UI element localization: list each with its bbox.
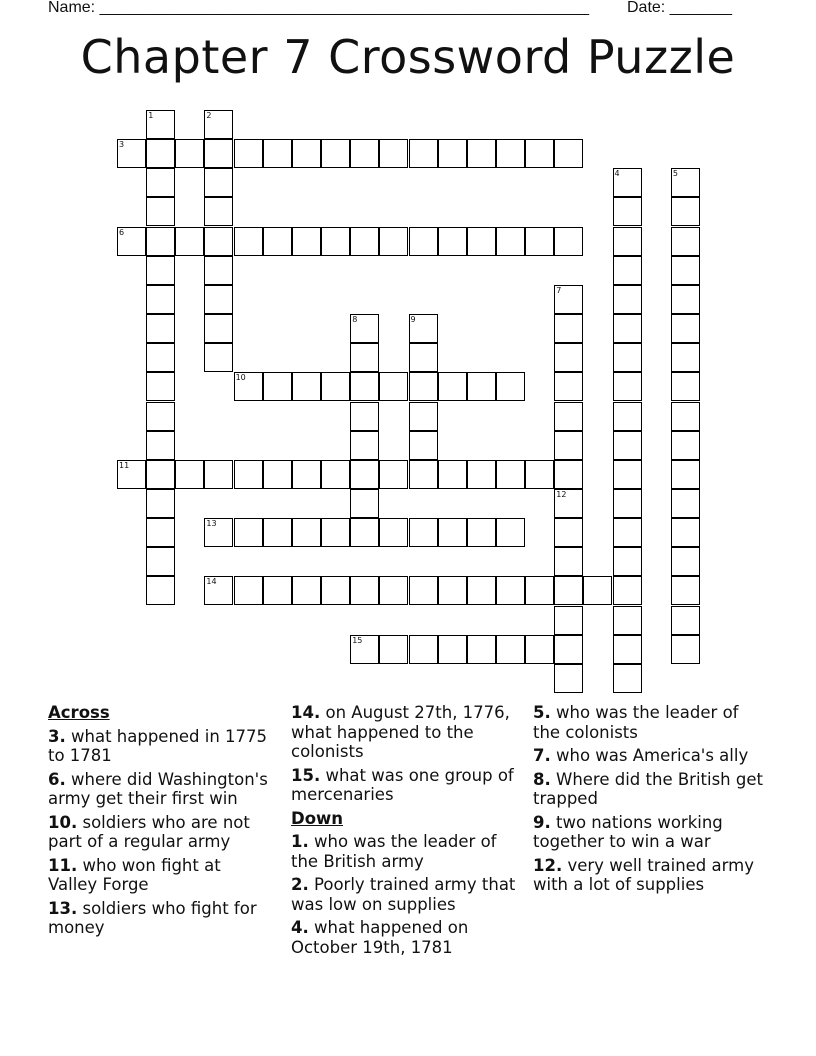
grid-cell[interactable]	[671, 372, 700, 401]
grid-cell[interactable]	[350, 489, 379, 518]
grid-cell[interactable]	[350, 576, 379, 605]
clue-text: on August 27th, 1776, what happened to the colonists	[291, 703, 510, 761]
grid-cell[interactable]	[496, 372, 525, 401]
grid-cell[interactable]	[146, 402, 175, 431]
clue-number: 7.	[533, 746, 551, 765]
grid-cell[interactable]	[146, 343, 175, 372]
grid-cell[interactable]	[146, 227, 175, 256]
grid-cell[interactable]	[292, 576, 321, 605]
grid-cell[interactable]	[321, 460, 350, 489]
grid-cell[interactable]	[438, 635, 467, 664]
clue-number-label: 1	[148, 111, 154, 120]
grid-cell[interactable]	[671, 489, 700, 518]
grid-cell[interactable]	[613, 372, 642, 401]
grid-cell[interactable]	[438, 372, 467, 401]
grid-cell[interactable]	[321, 518, 350, 547]
grid-cell[interactable]	[292, 518, 321, 547]
clue-number-label: 15	[352, 635, 363, 645]
clue-text: soldiers who are not part of a regular army	[48, 812, 250, 851]
grid-cell[interactable]	[613, 576, 642, 605]
grid-cell[interactable]	[409, 372, 438, 401]
grid-cell[interactable]	[146, 431, 175, 460]
grid-cell[interactable]	[671, 606, 700, 635]
grid-cell[interactable]	[292, 460, 321, 489]
grid-cell[interactable]	[146, 285, 175, 314]
clue-number-label: 12	[556, 489, 567, 499]
grid-cell[interactable]	[438, 576, 467, 605]
grid-cell[interactable]	[379, 372, 408, 401]
grid-cell[interactable]	[292, 372, 321, 401]
clue-number: 13.	[48, 898, 78, 918]
page-title: Chapter 7 Crossword Puzzle	[80, 30, 736, 84]
grid-cell[interactable]	[554, 635, 583, 664]
grid-cell[interactable]	[613, 285, 642, 314]
grid-cell[interactable]	[671, 227, 700, 256]
grid-cell[interactable]	[350, 343, 379, 372]
grid-cell[interactable]	[496, 518, 525, 547]
grid-cell[interactable]	[671, 256, 700, 285]
grid-cell[interactable]	[554, 606, 583, 635]
down-clue	[291, 875, 521, 914]
grid-cell[interactable]	[496, 227, 525, 256]
grid-cell[interactable]	[204, 314, 233, 343]
grid-cell[interactable]	[409, 139, 438, 168]
grid-cell[interactable]	[496, 139, 525, 168]
grid-cell[interactable]	[467, 518, 496, 547]
down-clue	[533, 770, 763, 809]
grid-cell[interactable]	[467, 635, 496, 664]
grid-cell[interactable]	[146, 314, 175, 343]
grid-cell[interactable]	[350, 372, 379, 401]
clue-number-label: 7	[556, 285, 562, 295]
grid-cell[interactable]	[467, 576, 496, 605]
grid-cell[interactable]	[292, 139, 321, 168]
clue-column-1	[48, 703, 273, 942]
clue-number: 3.	[48, 726, 66, 746]
name-field-line: Name: _______________________________________________________	[48, 0, 589, 16]
clue-number: 8.	[533, 769, 551, 789]
clue-text: Where did the British get trapped	[533, 769, 763, 808]
grid-cell[interactable]	[350, 518, 379, 547]
grid-cell[interactable]	[409, 518, 438, 547]
clue-number-label: 8	[352, 315, 358, 324]
clue-number: 12.	[533, 855, 563, 875]
across-clue	[291, 766, 521, 805]
grid-cell[interactable]	[379, 635, 408, 664]
grid-cell[interactable]	[496, 635, 525, 664]
clue-number: 11.	[48, 855, 78, 875]
clue-text: where did Washington's army get their first win	[48, 769, 268, 808]
grid-cell[interactable]	[554, 402, 583, 431]
grid-cell[interactable]	[554, 139, 583, 168]
grid-cell[interactable]	[438, 227, 467, 256]
clue-number-label: 10	[235, 373, 246, 383]
clue-text: Poorly trained army that was low on supplies	[291, 875, 516, 914]
grid-cell[interactable]	[321, 227, 350, 256]
grid-cell[interactable]	[438, 518, 467, 547]
grid-cell[interactable]	[554, 227, 583, 256]
grid-cell[interactable]	[671, 460, 700, 489]
grid-cell[interactable]	[379, 139, 408, 168]
grid-cell[interactable]	[613, 256, 642, 285]
grid-cell[interactable]	[234, 518, 263, 547]
clue-text: who was the leader of the colonists	[533, 703, 739, 742]
clue-number-label: 14	[206, 577, 217, 587]
grid-cell[interactable]	[204, 460, 233, 489]
grid-cell[interactable]	[146, 168, 175, 197]
clue-number: 5.	[533, 703, 551, 722]
clue-number-label: 2	[206, 111, 212, 120]
grid-cell[interactable]	[204, 168, 233, 197]
down-clue	[533, 746, 763, 766]
grid-cell[interactable]	[671, 547, 700, 576]
grid-cell[interactable]	[146, 518, 175, 547]
grid-cell[interactable]	[379, 576, 408, 605]
grid-cell[interactable]	[525, 139, 554, 168]
grid-cell[interactable]	[350, 402, 379, 431]
grid-cell[interactable]	[671, 431, 700, 460]
grid-cell[interactable]	[409, 431, 438, 460]
grid-cell[interactable]	[554, 547, 583, 576]
grid-cell[interactable]	[613, 489, 642, 518]
clue-text: what happened in 1775 to 1781	[48, 726, 268, 765]
clue-number: 9.	[533, 812, 551, 832]
clue-number: 15.	[291, 765, 321, 785]
across-clue	[48, 727, 273, 766]
down-clue	[291, 918, 521, 957]
grid-cell[interactable]	[350, 460, 379, 489]
down-heading: Down	[291, 808, 344, 828]
grid-cell[interactable]	[350, 139, 379, 168]
grid-cell[interactable]	[671, 285, 700, 314]
grid-cell[interactable]	[234, 227, 263, 256]
grid-cell[interactable]	[438, 460, 467, 489]
grid-cell[interactable]	[613, 402, 642, 431]
clue-text: very well trained army with a lot of supplies	[533, 855, 754, 894]
date-field-line: Date: _______	[627, 0, 732, 16]
grid-cell[interactable]	[613, 227, 642, 256]
grid-cell[interactable]	[496, 576, 525, 605]
grid-cell[interactable]	[263, 372, 292, 401]
grid-cell[interactable]	[671, 635, 700, 664]
grid-cell[interactable]	[146, 256, 175, 285]
grid-cell[interactable]	[671, 576, 700, 605]
grid-cell[interactable]	[613, 606, 642, 635]
grid-cell[interactable]	[350, 227, 379, 256]
grid-cell[interactable]	[204, 197, 233, 226]
grid-cell[interactable]	[438, 139, 467, 168]
clue-number-label: 4	[614, 169, 620, 179]
grid-cell[interactable]	[613, 460, 642, 489]
grid-cell[interactable]	[234, 139, 263, 168]
clue-number-label: 6	[119, 227, 125, 237]
grid-cell[interactable]	[467, 139, 496, 168]
grid-cell[interactable]	[146, 547, 175, 576]
clue-number-label: 13	[206, 519, 217, 529]
grid-cell[interactable]	[525, 576, 554, 605]
down-clue	[291, 832, 521, 871]
grid-cell[interactable]	[409, 460, 438, 489]
grid-cell[interactable]	[671, 343, 700, 372]
clue-number-label: 5	[672, 169, 678, 179]
grid-cell[interactable]	[234, 460, 263, 489]
grid-cell[interactable]	[554, 518, 583, 547]
across-heading: Across	[48, 703, 110, 722]
grid-cell[interactable]	[146, 197, 175, 226]
grid-cell[interactable]	[204, 256, 233, 285]
grid-cell[interactable]	[671, 197, 700, 226]
across-clue	[48, 856, 273, 895]
grid-cell[interactable]	[263, 139, 292, 168]
grid-cell[interactable]	[671, 314, 700, 343]
grid-cell[interactable]	[613, 197, 642, 226]
clue-number: 6.	[48, 769, 66, 789]
grid-cell[interactable]	[613, 431, 642, 460]
clue-number-label: 11	[119, 460, 130, 470]
grid-cell[interactable]	[613, 664, 642, 693]
grid-cell[interactable]	[525, 635, 554, 664]
grid-cell[interactable]	[554, 460, 583, 489]
clue-column-2	[291, 703, 521, 961]
grid-cell[interactable]	[350, 431, 379, 460]
grid-cell[interactable]	[204, 285, 233, 314]
across-clue	[48, 813, 273, 852]
grid-cell[interactable]	[409, 635, 438, 664]
grid-cell[interactable]	[554, 431, 583, 460]
down-clue	[533, 703, 763, 742]
grid-cell[interactable]	[146, 460, 175, 489]
grid-cell[interactable]	[671, 518, 700, 547]
grid-cell[interactable]	[263, 460, 292, 489]
clue-text: soldiers who fight for money	[48, 898, 257, 937]
grid-cell[interactable]	[321, 372, 350, 401]
clue-number: 1.	[291, 832, 309, 851]
grid-cell[interactable]	[204, 343, 233, 372]
grid-cell[interactable]	[613, 343, 642, 372]
grid-cell[interactable]	[554, 314, 583, 343]
grid-cell[interactable]	[496, 460, 525, 489]
grid-cell[interactable]	[379, 460, 408, 489]
grid-cell[interactable]	[554, 343, 583, 372]
clue-number: 4.	[291, 918, 309, 937]
grid-cell[interactable]	[146, 139, 175, 168]
across-clue	[48, 899, 273, 938]
clue-number: 2.	[291, 875, 309, 894]
grid-cell[interactable]	[409, 402, 438, 431]
grid-cell[interactable]	[525, 227, 554, 256]
grid-cell[interactable]	[583, 576, 612, 605]
grid-cell[interactable]	[146, 489, 175, 518]
grid-cell[interactable]	[671, 402, 700, 431]
grid-cell[interactable]	[409, 227, 438, 256]
grid-cell[interactable]	[554, 372, 583, 401]
clue-text: who won fight at Valley Forge	[48, 855, 221, 894]
clue-number-label: 9	[410, 315, 416, 324]
down-clue	[533, 813, 763, 852]
clue-number: 10.	[48, 812, 78, 832]
grid-cell[interactable]	[554, 664, 583, 693]
clue-text: what happened on October 19th, 1781	[291, 918, 469, 957]
grid-cell[interactable]	[146, 372, 175, 401]
grid-cell[interactable]	[204, 227, 233, 256]
grid-cell[interactable]	[321, 576, 350, 605]
grid-cell[interactable]	[409, 343, 438, 372]
grid-cell[interactable]	[263, 518, 292, 547]
clue-number-label: 3	[119, 140, 125, 150]
grid-cell[interactable]	[467, 460, 496, 489]
grid-cell[interactable]	[263, 576, 292, 605]
grid-cell[interactable]	[175, 460, 204, 489]
clue-text: who was America's ally	[556, 746, 749, 765]
grid-cell[interactable]	[467, 227, 496, 256]
grid-cell[interactable]	[613, 635, 642, 664]
grid-cell[interactable]	[613, 314, 642, 343]
across-clue	[291, 703, 521, 762]
grid-cell[interactable]	[321, 139, 350, 168]
grid-cell[interactable]	[175, 139, 204, 168]
clue-text: what was one group of mercenaries	[291, 765, 514, 804]
grid-cell[interactable]	[146, 576, 175, 605]
grid-cell[interactable]	[263, 227, 292, 256]
grid-cell[interactable]	[234, 576, 263, 605]
grid-cell[interactable]	[292, 227, 321, 256]
grid-cell[interactable]	[554, 576, 583, 605]
grid-cell[interactable]	[175, 227, 204, 256]
grid-cell[interactable]	[525, 460, 554, 489]
clue-text: who was the leader of the British army	[291, 832, 497, 871]
clue-column-3	[533, 703, 763, 899]
grid-cell[interactable]	[379, 227, 408, 256]
grid-cell[interactable]	[467, 372, 496, 401]
grid-cell[interactable]	[204, 139, 233, 168]
clue-text: two nations working together to win a war	[533, 812, 723, 851]
grid-cell[interactable]	[613, 518, 642, 547]
grid-cell[interactable]	[409, 576, 438, 605]
down-clue	[533, 856, 763, 895]
grid-cell[interactable]	[379, 518, 408, 547]
clue-number: 14.	[291, 703, 321, 722]
grid-cell[interactable]	[613, 547, 642, 576]
across-clue	[48, 770, 273, 809]
